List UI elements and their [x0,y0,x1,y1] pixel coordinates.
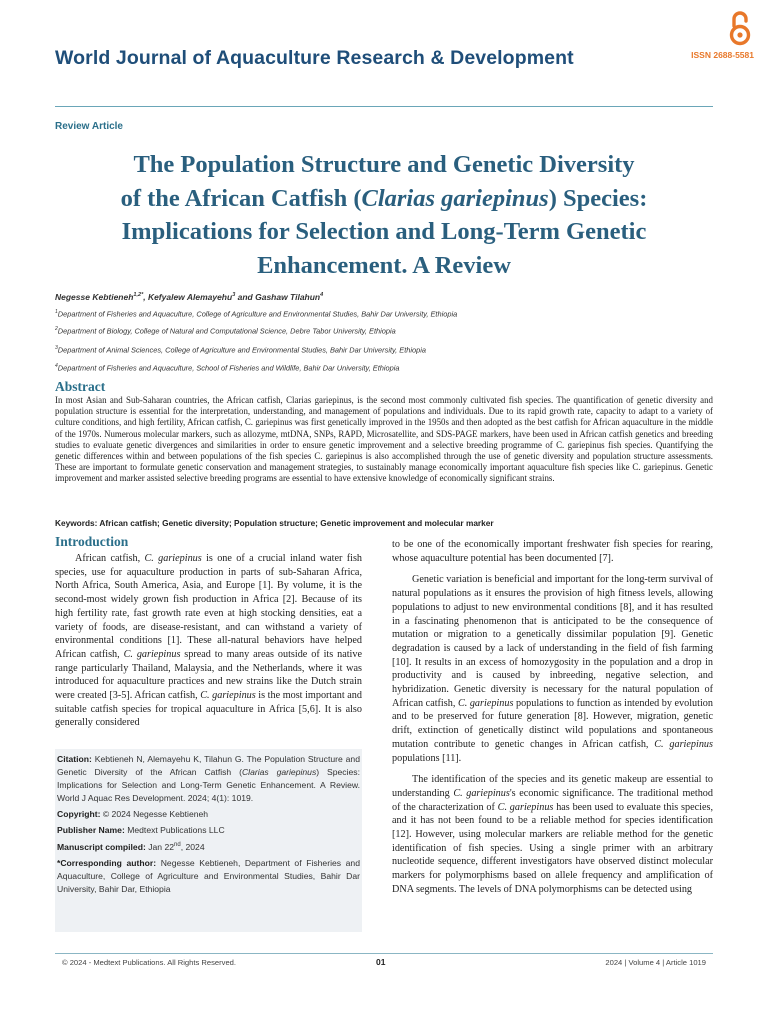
author-3-sup: 4 [320,292,324,299]
copyright-text: © 2024 Negesse Kebtieneh [100,809,209,820]
open-access-lock-icon [727,10,753,46]
footer-divider [55,953,713,954]
affiliation-2-sup: 2 [55,326,58,332]
citation-text-b: ) Species: Implications for Selection and Long-Term Genetic Enhancement. A Review. World J Aquac Res Development. 2024; 4(1): 1019. [57,767,360,804]
corresponding-author-text: Negesse Kebtieneh, Department of Fisheries and Aquaculture, College of Agriculture and Environmental Studies, Bahir Dar University, Bahir Dar, Ethiopia [57,857,360,894]
publisher-text: Medtext Publications LLC [124,825,225,836]
intro-p2-c: populations [11]. [392,752,462,764]
author-2-sup: 3 [232,292,236,299]
affiliation-1-sup: 1 [55,309,58,315]
copyright-entry [57,808,360,821]
intro-p3-a: The identification of the species and its genetic makeup are essential to understanding [392,774,713,799]
compiled-label: Manuscript compiled: [57,841,146,852]
intro-p1-c: spread to many areas outside of its native range particularly Thailand, Malaysia, and the Netherlands, where it was introduced for aquaculture practices and new strains like the Dutch strain were created [3-5]. African catfish, [55,648,362,702]
right-column [392,538,713,897]
compiled-text-b: , 2024 [180,841,205,852]
author-1: Negesse Kebtieneh [55,292,134,302]
affiliation-3-text: Department of Animal Sciences, College of Agriculture and Environmental Studies, Bahir Dar University, Ethiopia [57,345,426,355]
title-line-4: Enhancement. A Review [257,251,511,279]
corresponding-author-entry [57,857,360,896]
intro-p1-a: African catfish, [75,553,145,564]
header-divider [55,106,713,107]
intro-paragraph-1 [55,552,362,730]
affiliation-2-text: Department of Biology, College of Natural and Computational Science, Debre Tabor University, Ethiopia [57,326,396,336]
title-line-1: The Population Structure and Genetic Diversity [133,151,635,178]
title-species-italic: Clarias gariepinus [361,184,549,212]
intro-paragraph-2 [392,573,713,765]
title-line-2-post: ) Species: [548,184,648,212]
title-line-3: Implications for Selection and Long-Term Genetic [121,218,647,245]
affiliation-1 [55,309,457,318]
author-2: , Kefyalew Alemayehu [143,292,233,302]
affiliation-3 [55,345,426,354]
compiled-sup: nd [174,841,181,848]
left-column [55,552,362,730]
citation-species: Clarias gariepinus [241,767,317,778]
intro-p3-c: has been used to evaluate this species, and it has not been found to be a reliable method for species identification [12]. However, using molecular markers are reliable method for the genetic identification of fish species. Using a single primer with an arbitrary nucleotide sequence, different investigators have observed distinct molecular markers for polymorphisms based on allele frequency and amplification of DNA segments. The levels of DNA polymorphisms can be detected using [392,801,713,895]
intro-p2-species-2: C. gariepinus [654,738,713,750]
intro-p1-species-3: C. gariepinus [200,690,256,702]
affiliation-2 [55,326,396,335]
abstract-text: In most Asian and Sub-Saharan countries, the African catfish, Clarias gariepinus, is the second most commonly cultivated fish species. The quantification of genetic diversity and population structure is essential for the interpretation, understanding, and management of populations and individuals. Due to its rapid growth rate, capacity to adapt to a variety of culture conditions, and high fertility, African catfish, C. gariepinus was first genetically improved in the 1950s and then adopted as the best catfish for African aquaculture in the middle of the 1970s. Numerous molecular markers, such as allozyme, mtDNA, SNPs, RAPD, Microsatellite, and SDS-PAGE markers, have been used in African catfish genetics and breeding studies to evaluate genetic divergences and similarities in order to ensure genetic improvement and a selective breeding programme of C. gariepinus fish species. Quantifying the genetic differences within and between populations of the fish species C. gariepinus is also accomplished through the use of genetic diversity and population structure assessments. These are important to formulate genetic conservation and management strategies, to sustainably manage economically important aquaculture fish species like C. gariepinus. Genetic improvement and marker assisted selective breeding programs are essential to have extensive knowledge of economically significant strains. [55,395,713,484]
keywords: Keywords: African catfish; Genetic diversity; Population structure; Genetic improvement and molecular marker [55,518,494,528]
citation-entry [57,753,360,805]
footer-copyright: © 2024 - Medtext Publications. All Rights Reserved. [62,958,237,967]
intro-paragraph-3 [392,773,713,896]
journal-title: World Journal of Aquaculture Research & Development [55,47,574,69]
publisher-entry [57,824,360,837]
intro-p2-a: Genetic variation is beneficial and important for the long-term survival of natural populations as it ensures the provision of high fitness levels, allowing populations to adjust to new environmental conditions [8], and it has resulted in a fascinating phenomenon that is anticipated to be the consequence of mutation or migration to a genetically dissimilar population [9]. Genetic degradation is caused by a lack of understanding in the field of fish farming [10]. It results in an excess of homozygosity in the population and a drop in productivity and is caused by inbreeding, negative selection, and hybridization. Genetic diversity is necessary for the natural population of African catfish, [392,574,713,709]
intro-p1-species-2: C. gariepinus [123,648,181,660]
compiled-entry [57,841,360,854]
intro-p1-species-1: C. gariepinus [144,553,202,564]
intro-paragraph-1-cont: to be one of the economically important freshwater fish species for rearing, whose aquaculture potential has been documented [7]. [392,539,713,564]
affiliation-4-text: Department of Fisheries and Aquaculture, School of Fisheries and Wildlife, Bahir Dar University, Ethiopia [57,363,400,373]
article-title [55,148,713,282]
citation-box [55,749,362,932]
author-list [55,292,323,302]
affiliation-4 [55,363,399,372]
intro-p3-species-2: C. gariepinus [497,801,554,813]
author-1-sup: 1,2* [133,292,144,299]
affiliation-1-text: Department of Fisheries and Aquaculture, College of Agriculture and Environmental Studies, Bahir Dar University, Ethiopia [57,309,458,319]
intro-p2-b: populations to function as intended by evolution and to be preserved for future generation [8]. However, migration, genetic drift, extinction of genetically distinct wild populations and spontaneous mutation contribute to genetic changes in African catfish, [392,697,713,750]
abstract-heading: Abstract [55,379,106,394]
introduction-heading: Introduction [55,534,129,549]
citation-text-a: Kebtieneh N, Alemayehu K, Tilahun G. The Population Structure and Genetic Diversity of the African Catfish ( [57,754,360,778]
issn-label: ISSN 2688-5581 [691,50,754,60]
compiled-text-a: Jan 22 [145,841,175,852]
title-line-2 [55,182,713,216]
intro-p3-b: 's economic significance. The traditional method of the characterization of [392,787,713,813]
corresponding-author-label: *Corresponding author: [57,857,157,868]
intro-p2-species-1: C. gariepinus [457,697,514,709]
intro-p1-d: is the most important and suitable catfish species for tropical aquaculture in Africa [5,6]. It is also generally considered [55,690,362,729]
citation-label: Citation: [57,754,92,764]
footer-volume-info: 2024 | Volume 4 | Article 1019 [605,958,706,967]
affiliation-3-sup: 3 [55,345,58,351]
article-type-label: Review Article [55,121,123,132]
title-line-2-pre: of the African Catfish ( [120,184,362,212]
copyright-label: Copyright: [57,809,101,820]
intro-p1-b: is one of a crucial inland water fish species, use for aquaculture production in parts of sub-Saharan Africa, North Africa, South America, Asia, and Europe [1]. By volume, it is the second-most widely grown fish production in Africa [2]. Because of its high fertility rate, fast growth rate even at high stocking densities, eat a variety of foods, are disease-resistant, and can withstand a variety of environmental conditions [1]. These all-natural behaviors have helped African catfish, [55,553,363,660]
publisher-label: Publisher Name: [57,825,125,836]
intro-p3-species-1: C. gariepinus [453,787,510,799]
affiliation-4-sup: 4 [55,363,58,369]
author-3: and Gashaw Tilahun [235,292,321,302]
page-number: 01 [376,957,386,967]
